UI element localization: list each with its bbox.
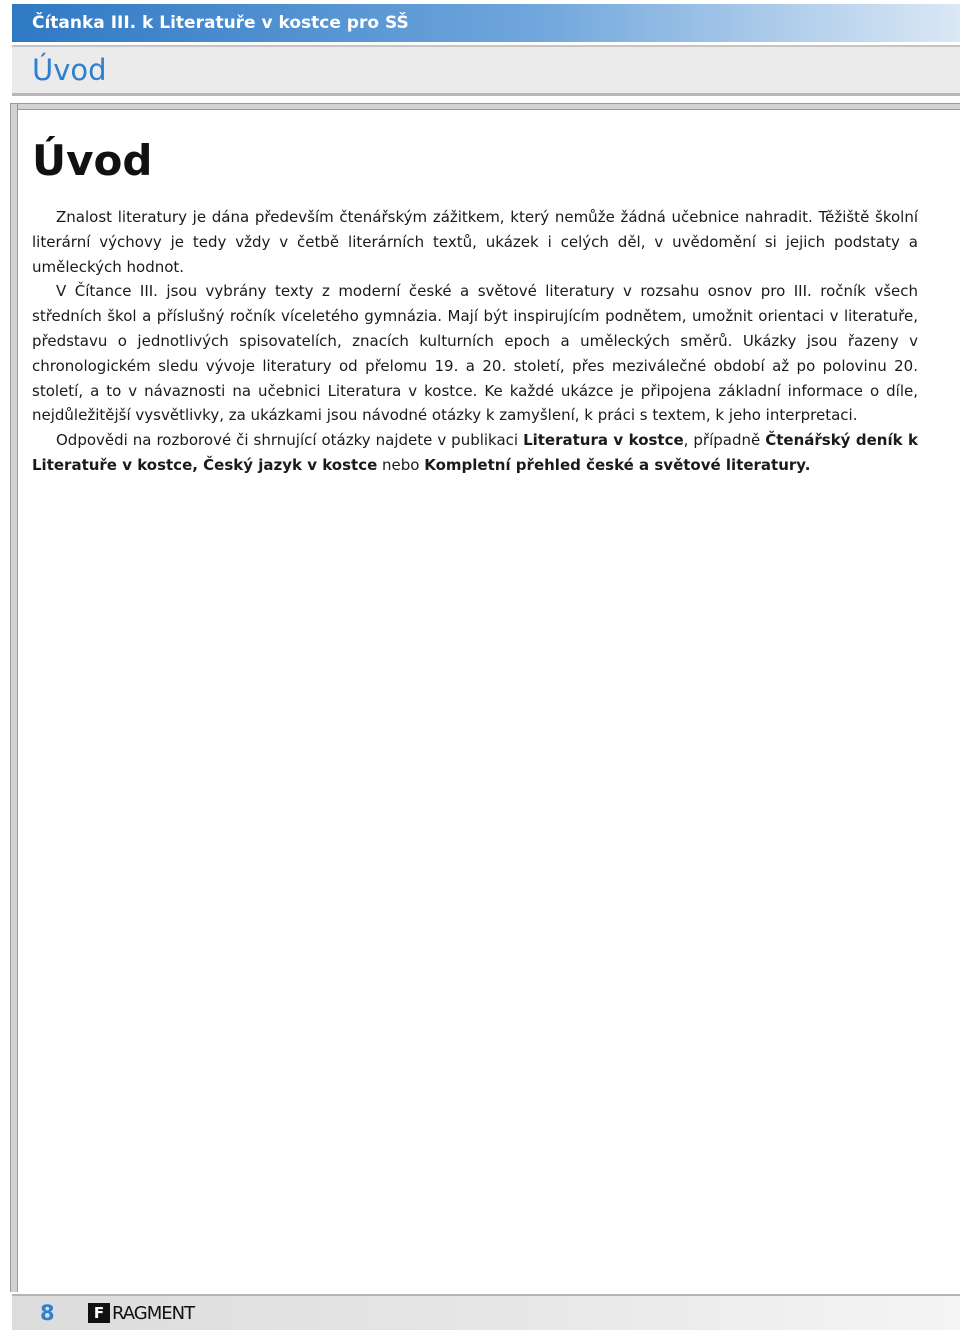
logo-letter: F [88,1303,110,1323]
logo-text: RAGMENT [112,1302,195,1324]
page-heading: Úvod [32,136,153,185]
page-content [32,120,918,478]
publication-kompletni-prehled: Kompletní přehled české a světové literatury. [424,455,811,474]
section-title-bar [12,45,960,96]
paragraph-2: V Čítance III. jsou vybrány texty z moderní české a světové literatury v rozsahu osnov pro III. ročník všech středních škol a příslušný ročník víceletého gymnázia. Mají být inspirujícím podnětem, umožnit orientaci v literatuře, představu o jednotlivých spisovatelích, znacích kulturních epoch a uměleckých směrů. Ukázky jsou řazeny v chronologickém sledu vývoje literatury od přelomu 19. a 20. století, přes meziválečné období až po polovinu 20. století, a to v návaznosti na učebnici Literatura v kostce. Ke každé ukázce je připojena základní informace o díle, nejdůležitější vysvětlivky, za ukázkami jsou návodné otázky k zamyšlení, k práci s textem, k jeho interpretaci. [32,282,918,425]
paragraph-3-text-c: , případně [683,431,766,450]
page-number: 8 [40,1301,55,1325]
paragraph-3-text-e: nebo [377,455,425,474]
frame-top-rail [10,103,960,110]
publication-literatura-v-kostce: Literatura v kostce [523,431,684,450]
publication-ctenarsky-denik: Čtenářský deník k Literatuře v kostce, Český jazyk v kostce [32,431,918,474]
footer-bar [12,1294,960,1330]
section-title: Úvod [32,53,107,87]
book-title: Čítanka III. k Literatuře v kostce pro SŠ [32,13,409,33]
publisher-logo [88,1303,194,1324]
paragraph-3 [32,428,918,478]
paragraph-1: Znalost literatury je dána především čtenářským zážitkem, který nemůže žádná učebnice nahradit. Těžiště školní literární výchovy je tedy vždy v četbě literárních textů, ukázek i celých děl, v uvědomění si jejich podstaty a uměleckých hodnot. [32,208,918,276]
frame-side-rail [10,104,18,1292]
book-title-bar [12,4,960,42]
paragraph-3-text-a: Odpovědi na rozborové či shrnující otázky najdete v publikaci [56,431,524,450]
